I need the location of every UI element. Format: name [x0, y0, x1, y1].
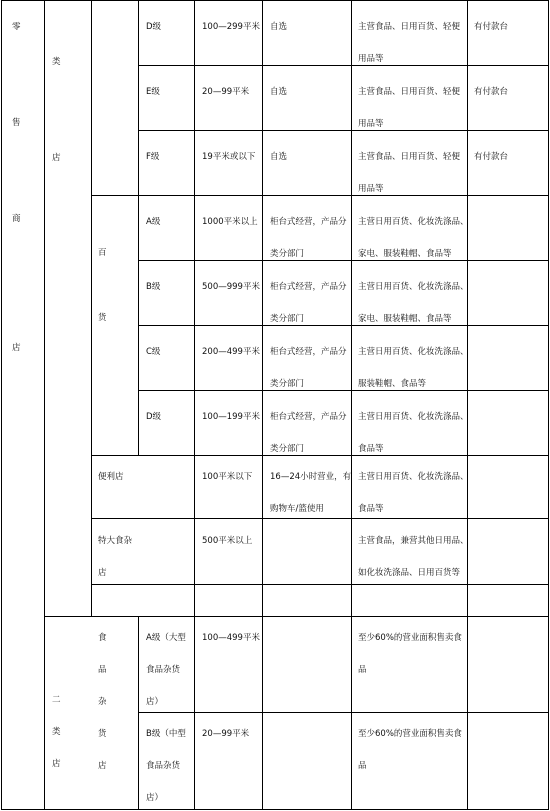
mode-cell: 柜台式经营，产品分: [270, 347, 347, 357]
grade-cell: B级: [146, 282, 161, 292]
grade-cell: 店）: [146, 793, 164, 803]
row-rule-9: [91, 584, 548, 585]
note-cell: 有付款台: [474, 87, 509, 97]
goods-cell: 至少60%的营业面积售卖食: [358, 633, 462, 643]
area-cell: 500—999平米: [202, 282, 260, 292]
grade-cell: B级（中型: [146, 729, 186, 739]
goods-cell: 主营日用百货、化妆洗涤品、: [358, 472, 469, 482]
grade-cell: A级（大型: [146, 633, 186, 643]
col-rule-2: [91, 0, 92, 616]
grade-cell: A级: [146, 217, 161, 227]
mode-cell: 类分部门: [270, 314, 305, 324]
col-rule-3a: [138, 0, 139, 195]
col1-char: 商: [12, 214, 21, 224]
group-one-char: 类: [52, 57, 61, 67]
food-grocery-char: 货: [98, 729, 107, 739]
area-cell: 20—99平米: [202, 729, 250, 739]
col-rule-4: [194, 0, 195, 810]
goods-cell: 品: [358, 761, 367, 771]
col-rule-6: [351, 0, 352, 810]
row-rule-6: [138, 390, 548, 391]
goods-cell: 食品等: [358, 444, 384, 454]
col1-char: 店: [12, 343, 21, 353]
col1-char: 售: [12, 118, 21, 128]
col-rule-5: [262, 0, 263, 810]
goods-cell: 主营日用百货、化妆洗涤品、: [358, 217, 469, 227]
grocery-name: 店: [98, 568, 107, 578]
goods-cell: 如化妆洗涤品、日用百货等: [358, 568, 461, 578]
area-cell: 20—99平米: [202, 87, 250, 97]
goods-cell: 主营日用百货、化妆洗涤品、: [358, 347, 469, 357]
goods-cell: 主营食品、日用百货、轻便: [358, 152, 461, 162]
table-right-border: [548, 0, 549, 810]
goods-cell: 用品等: [358, 54, 384, 64]
goods-cell: 品: [358, 665, 367, 675]
baihuo-char: 货: [98, 313, 107, 323]
group-two-char: 类: [52, 727, 61, 737]
area-cell: 500平米以上: [202, 536, 253, 546]
mode-cell: 类分部门: [270, 444, 305, 454]
row-rule-10: [44, 616, 548, 617]
table-left-border: [1, 0, 2, 810]
row-rule-7: [91, 455, 548, 456]
grade-cell: 食品杂货: [146, 665, 181, 675]
col1-char: 零: [12, 22, 21, 32]
mode-cell: 16—24小时营业，有: [270, 472, 352, 482]
goods-cell: 主营食品、日用百货、轻便: [358, 22, 461, 32]
grade-cell: E级: [146, 87, 160, 97]
goods-cell: 主营食品、日用百货、轻便: [358, 87, 461, 97]
row-rule-2: [138, 130, 548, 131]
area-cell: 100平米以下: [202, 472, 253, 482]
group-two-char: 店: [52, 759, 61, 769]
mode-cell: 柜台式经营，产品分: [270, 282, 347, 292]
goods-cell: 至少60%的营业面积售卖食: [358, 729, 462, 739]
area-cell: 200—499平米: [202, 347, 260, 357]
goods-cell: 家电、服装鞋帽、食品等: [358, 314, 452, 324]
grade-cell: D级: [146, 412, 162, 422]
grade-cell: 食品杂货: [146, 761, 181, 771]
note-cell: 有付款台: [474, 152, 509, 162]
row-rule-11: [138, 712, 548, 713]
goods-cell: 用品等: [358, 119, 384, 129]
goods-cell: 用品等: [358, 184, 384, 194]
grade-cell: D级: [146, 22, 162, 32]
goods-cell: 食品等: [358, 504, 384, 514]
area-cell: 19平米或以下: [202, 152, 256, 162]
grade-cell: C级: [146, 347, 161, 357]
goods-cell: 主营日用百货、化妆洗涤品、: [358, 282, 469, 292]
food-grocery-char: 店: [98, 761, 107, 771]
group-one-char: 店: [52, 153, 61, 163]
row-rule-4: [138, 260, 548, 261]
grade-cell: 店）: [146, 697, 164, 707]
convenience-name: 便利店: [98, 472, 124, 482]
mode-cell: 自选: [270, 87, 288, 97]
food-grocery-char: 食: [98, 633, 107, 643]
mode-cell: 自选: [270, 152, 288, 162]
food-grocery-char: 杂: [98, 697, 107, 707]
row-rule-3: [91, 195, 548, 196]
mode-cell: 柜台式经营，产品分: [270, 217, 347, 227]
grocery-name: 特大食杂: [98, 536, 133, 546]
area-cell: 100—199平米: [202, 412, 260, 422]
group-two-char: 二: [52, 695, 61, 705]
row-rule-8: [91, 518, 548, 519]
food-grocery-char: 品: [98, 665, 107, 675]
baihuo-char: 百: [98, 248, 107, 258]
note-cell: 有付款台: [474, 22, 509, 32]
mode-cell: 购物车/篮使用: [270, 504, 324, 514]
area-cell: 100—299平米: [202, 22, 260, 32]
goods-cell: 家电、服装鞋帽、食品等: [358, 249, 452, 259]
area-cell: 1000平米以上: [202, 217, 258, 227]
grade-cell: F级: [146, 152, 160, 162]
goods-cell: 服装鞋帽、食品等: [358, 379, 427, 389]
row-rule-5: [138, 325, 548, 326]
mode-cell: 类分部门: [270, 379, 305, 389]
col-rule-7: [467, 0, 468, 810]
mode-cell: 柜台式经营，产品分: [270, 412, 347, 422]
goods-cell: 主营日用百货、化妆洗涤品、: [358, 412, 469, 422]
col-rule-3c: [138, 617, 139, 810]
row-rule-1: [138, 65, 548, 66]
goods-cell: 主营食品，兼营其他日用品、: [358, 536, 469, 546]
mode-cell: 类分部门: [270, 249, 305, 259]
area-cell: 100—499平米: [202, 633, 260, 643]
mode-cell: 自选: [270, 22, 288, 32]
col-rule-1: [44, 0, 45, 810]
